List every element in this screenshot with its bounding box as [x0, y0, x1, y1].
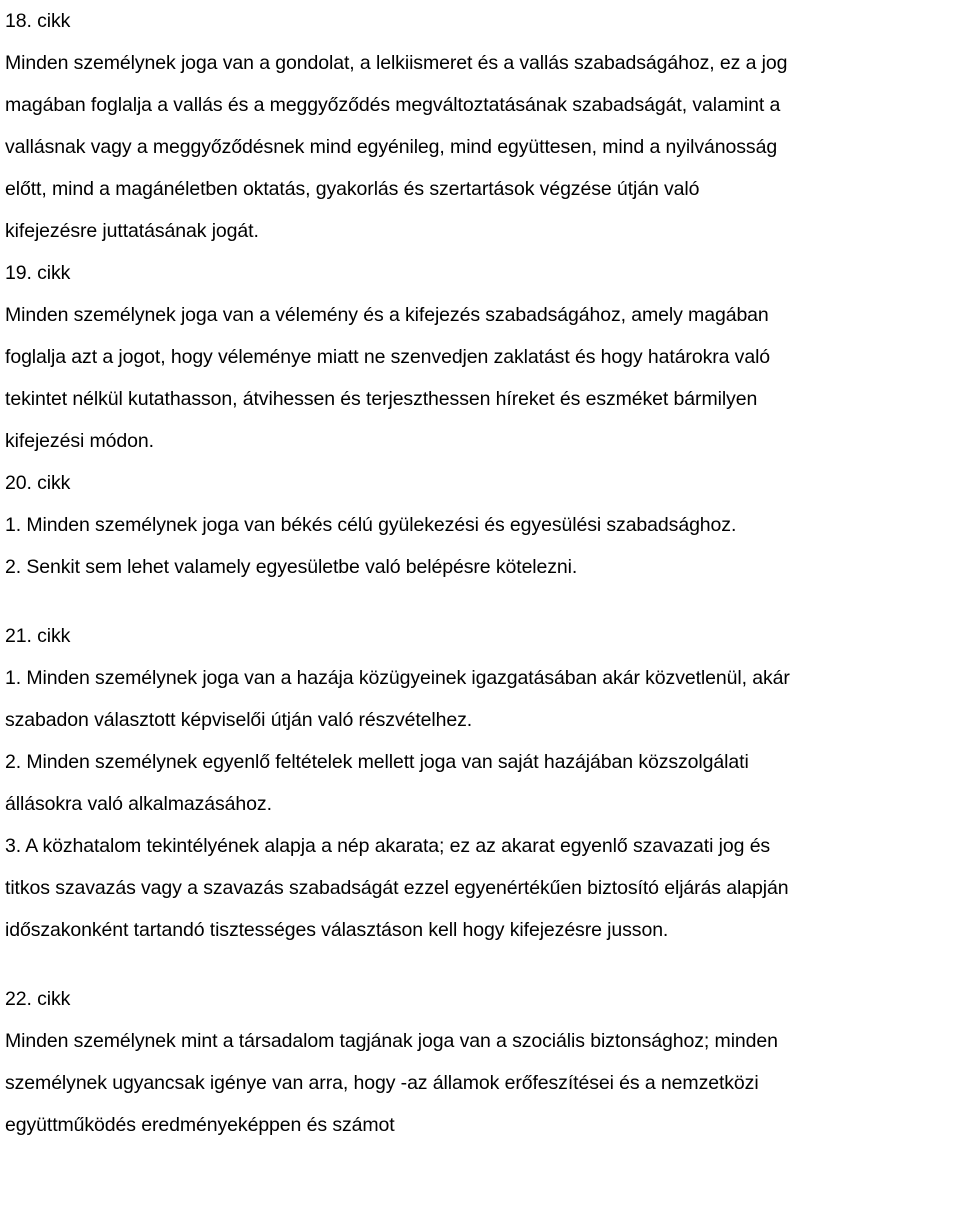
article-text-line: magában foglalja a vallás és a meggyőződés megváltoztatásának szabadságát, valamint a — [5, 94, 781, 116]
article-text-line: Minden személynek mint a társadalom tagjának joga van a szociális biztonsághoz; minden — [5, 1030, 778, 1052]
article-text-line: 1. Minden személynek joga van békés célú gyülekezési és egyesülési szabadsághoz. — [5, 514, 737, 536]
article-text-line: kifejezési módon. — [5, 430, 154, 452]
article-text-line: szabadon választott képviselői útján való részvételhez. — [5, 709, 473, 731]
article-text-line: 1. Minden személynek joga van a hazája közügyeinek igazgatásában akár közvetlenül, akár — [5, 667, 790, 689]
article-text-line: 2. Senkit sem lehet valamely egyesületbe való belépésre kötelezni. — [5, 556, 578, 578]
article-heading: 20. cikk — [5, 472, 71, 494]
article-heading: 22. cikk — [5, 988, 71, 1010]
article-heading: 21. cikk — [5, 625, 71, 647]
article-19 — [5, 252, 955, 462]
article-text-line: 3. A közhatalom tekintélyének alapja a nép akarata; ez az akarat egyenlő szavazati jog és — [5, 835, 771, 857]
article-21 — [5, 615, 955, 951]
section-spacer — [5, 951, 955, 978]
article-18 — [5, 0, 955, 252]
article-heading: 19. cikk — [5, 262, 71, 284]
article-text-line: tekintet nélkül kutathasson, átvihessen és terjeszthessen híreket és eszméket bármilyen — [5, 388, 758, 410]
article-text-line: előtt, mind a magánéletben oktatás, gyakorlás és szertartások végzése útján való — [5, 178, 700, 200]
article-text-line: együttműködés eredményeképpen és számot — [5, 1114, 395, 1136]
section-spacer — [5, 588, 955, 615]
article-20 — [5, 462, 955, 588]
article-22 — [5, 978, 955, 1146]
article-text-line: vallásnak vagy a meggyőződésnek mind egyénileg, mind együttesen, mind a nyilvánosság — [5, 136, 778, 158]
article-text-line: időszakonként tartandó tisztességes választáson kell hogy kifejezésre jusson. — [5, 919, 669, 941]
article-text-line: Minden személynek joga van a vélemény és a kifejezés szabadságához, amely magában — [5, 304, 769, 326]
article-text-line: foglalja azt a jogot, hogy véleménye miatt ne szenvedjen zaklatást és hogy határokra való — [5, 346, 771, 368]
article-text-line: Minden személynek joga van a gondolat, a lelkiismeret és a vallás szabadságához, ez a jog — [5, 52, 788, 74]
document-page — [5, 0, 955, 1146]
article-text-line: 2. Minden személynek egyenlő feltételek mellett joga van saját hazájában közszolgálati — [5, 751, 749, 773]
article-heading: 18. cikk — [5, 10, 71, 32]
article-text-line: titkos szavazás vagy a szavazás szabadságát ezzel egyenértékűen biztosító eljárás alapján — [5, 877, 789, 899]
article-text-line: személynek ugyancsak igénye van arra, hogy -az államok erőfeszítései és a nemzetközi — [5, 1072, 759, 1094]
article-text-line: kifejezésre juttatásának jogát. — [5, 220, 259, 242]
article-text-line: állásokra való alkalmazásához. — [5, 793, 272, 815]
